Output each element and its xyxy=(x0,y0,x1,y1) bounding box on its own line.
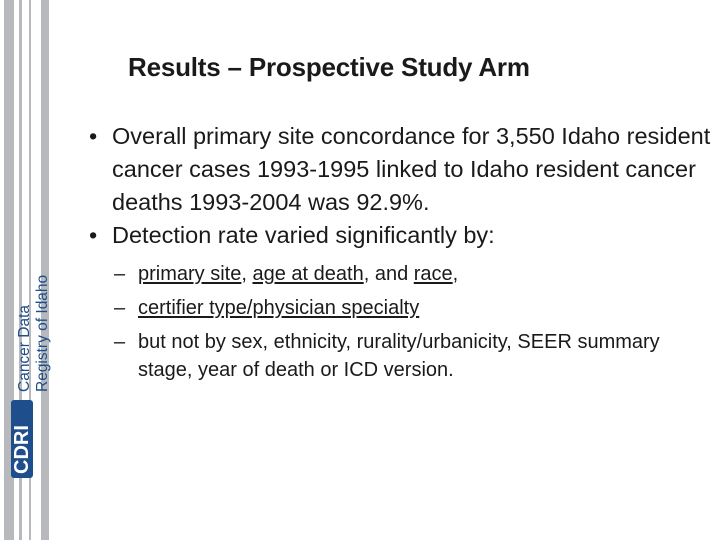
sub-bullet-text: , xyxy=(452,263,459,285)
sub-bullet-text: age at death xyxy=(252,263,364,285)
logo-line1: Cancer Data xyxy=(16,304,33,392)
sub-bullet-text: , and xyxy=(363,263,414,285)
bullet-text: Detection rate varied significantly by: xyxy=(112,222,495,248)
bullet-mark: • xyxy=(89,222,98,248)
sub-bullet-text: , xyxy=(241,263,253,285)
dash-mark: – xyxy=(114,331,126,353)
sub-bullet-item xyxy=(86,260,716,288)
cdri-logo xyxy=(10,262,52,480)
sub-bullet-text: but not by sex, ethnicity, rurality/urbanicity, SEER summary stage, year of death or ICD version. xyxy=(138,331,660,381)
dash-mark: – xyxy=(114,297,126,319)
slide-body xyxy=(86,120,716,390)
sidebar-decoration xyxy=(0,0,62,540)
bullet-item xyxy=(86,219,716,252)
sub-bullet-list xyxy=(86,260,716,384)
bullet-text: Overall primary site concordance for 3,550 Idaho resident cancer cases 1993-1995 linked to Idaho resident cancer deaths 1993-2004 was 92.9%. xyxy=(112,123,711,215)
bullet-item xyxy=(86,120,716,219)
logo-acronym: CDRI xyxy=(11,425,33,474)
logo-line2: Registry of Idaho xyxy=(34,274,51,392)
sub-bullet-item xyxy=(86,294,716,322)
sub-bullet-text: primary site xyxy=(138,263,242,285)
slide-title: Results – Prospective Study Arm xyxy=(128,52,530,82)
sub-bullet-text: certifier type/physician specialty xyxy=(138,297,420,319)
sub-bullet-item xyxy=(86,328,716,384)
dash-mark: – xyxy=(114,263,126,285)
bullet-mark: • xyxy=(89,123,98,149)
sub-bullet-text: race xyxy=(413,263,453,285)
